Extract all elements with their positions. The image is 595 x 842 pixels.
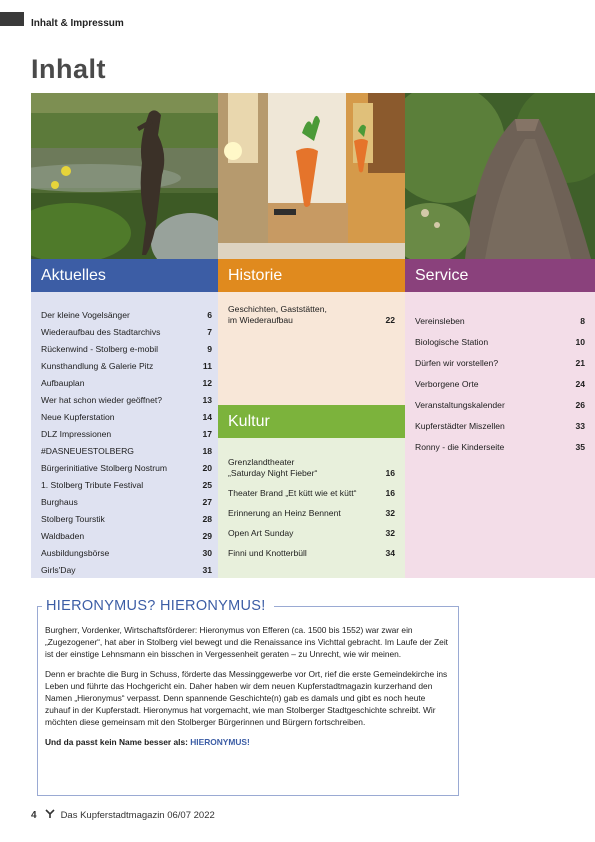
toc-entry-title: Aufbauplan	[41, 378, 85, 388]
toc-entry-title: DLZ Impressionen	[41, 429, 112, 439]
toc-entry-title: Finni und Knotterbüll	[228, 548, 307, 558]
toc-entry-page: 35	[575, 442, 585, 452]
toc-list-historie	[218, 292, 405, 405]
toc-entry[interactable]	[41, 338, 212, 355]
toc-entry[interactable]	[228, 539, 395, 559]
toc-entry-title: Verborgene Orte	[415, 379, 479, 389]
toc-entry[interactable]	[41, 304, 212, 321]
toc-list-service	[405, 292, 595, 578]
publication-name: Das Kupferstadtmagazin 06/07 2022	[60, 810, 215, 821]
toc-entry[interactable]	[415, 432, 585, 453]
toc-entry-title: #DASNEUESTOLBERG	[41, 446, 134, 456]
toc-entry-title: Biologische Station	[415, 337, 489, 347]
toc-entry-title: Erinnerung an Heinz Bennent	[228, 508, 341, 518]
toc-entry-title: Geschichten, Gaststätten, im Wiederaufbau	[228, 304, 327, 325]
feature-closing-highlight: HIERONYMUS!	[190, 736, 250, 747]
toc-entry[interactable]	[415, 348, 585, 369]
toc-entry-title: Ronny - die Kinderseite	[415, 442, 505, 452]
toc-entry-title: 1. Stolberg Tribute Festival	[41, 480, 144, 490]
toc-entry[interactable]	[41, 321, 212, 338]
toc-entry-title: Der kleine Vogelsänger	[41, 310, 130, 320]
toc-entry-title: Veranstaltungskalender	[415, 400, 505, 410]
toc-entry[interactable]	[415, 306, 585, 327]
toc-entry[interactable]	[41, 355, 212, 372]
toc-list-aktuelles	[31, 292, 218, 578]
toc-entry[interactable]	[41, 389, 212, 406]
toc-entry-title: Dürfen wir vorstellen?	[415, 358, 499, 368]
magazine-logo-icon	[45, 809, 55, 822]
feature-closing-text: Und da passt kein Name besser als:	[45, 736, 188, 747]
toc-entry[interactable]	[41, 525, 212, 542]
toc-entry-title: Neue Kupferstation	[41, 412, 115, 422]
toc-entry-title: Waldbaden	[41, 531, 85, 541]
toc-entry[interactable]	[415, 327, 585, 348]
toc-entry-page: 26	[575, 400, 585, 410]
feature-paragraph: Denn er brachte die Burg in Schuss, förderte das Messinggewerbe vor Ort, rief die erste Gemeindekirche ins Leben und führte das Hochgericht ein. Daher haben wir dem neuen Kupferstadtmagazin kurzerhand den Namen „Hieronymus“ verpasst. Denn spannende Geschichte(n) gab es damals und gibt es noch heute zuhauf in der Kupferstadt. Hieronymus hat vorgemacht, wie man Stolberger Stadtgeschichte schreibt. Wir möchten diese gemeinsam mit den Stolberger Bürgerinnen und Bürgern fortschreiben.	[45, 668, 448, 728]
section-heading-historie: Historie	[218, 259, 405, 292]
toc-entry[interactable]	[41, 423, 212, 440]
feature-paragraph: Burgherr, Vordenker, Wirtschaftsförderer: Hieronymus von Efferen (ca. 1500 bis 1552) war zwar ein „Zugezogener“, hat aber in Stolberg viel bewegt und die Renaissance ins Vichttal gebracht. Im Laufe der Zeit ist der einstige Lehnsmann ein bisschen in Vergessenheit geraten – zu Unrecht, wie wir meinen.	[45, 625, 449, 660]
toc-entry[interactable]	[41, 474, 212, 491]
toc-entry-page: 31	[202, 565, 212, 575]
toc-entry[interactable]	[41, 542, 212, 559]
toc-entry-page: 34	[385, 548, 395, 558]
toc-entry-page: 21	[575, 358, 585, 368]
toc-entry-page: 28	[202, 514, 212, 524]
toc-entry-page: 7	[207, 327, 212, 337]
carrot-sculptures-photo	[218, 93, 405, 259]
toc-entry-title: Theater Brand „Et kütt wie et kütt“	[228, 488, 357, 498]
toc-list-kultur	[218, 438, 405, 578]
toc-entry-title: Rückenwind - Stolberg e-mobil	[41, 344, 159, 354]
toc-entry[interactable]	[415, 411, 585, 432]
toc-entry-page: 14	[202, 412, 212, 422]
toc-entry[interactable]	[228, 304, 395, 326]
toc-entry-page: 16	[385, 468, 395, 478]
toc-entry[interactable]	[228, 450, 395, 479]
toc-entry[interactable]	[41, 440, 212, 457]
toc-entry-page: 32	[385, 508, 395, 518]
corner-marker	[0, 12, 24, 26]
toc-entry-page: 18	[202, 446, 212, 456]
toc-entry[interactable]	[415, 369, 585, 390]
toc-entry[interactable]	[41, 508, 212, 525]
toc-entry-title: Burghaus	[41, 497, 78, 507]
toc-entry-page: 32	[385, 528, 395, 538]
feature-closing	[45, 736, 451, 748]
page-title: Inhalt	[31, 54, 106, 84]
section-historie	[218, 259, 405, 405]
toc-entry-page: 13	[202, 395, 212, 405]
toc-entry[interactable]	[41, 491, 212, 508]
toc-entry[interactable]	[41, 457, 212, 474]
toc-entry-page: 17	[202, 429, 212, 439]
toc-entry-page: 11	[202, 361, 212, 371]
feature-title: HIERONYMUS? HIERONYMUS!	[42, 598, 274, 614]
toc-entry[interactable]	[228, 479, 395, 499]
toc-entry[interactable]	[41, 372, 212, 389]
section-aktuelles	[31, 259, 218, 578]
toc-entry-title: Wiederaufbau des Stadtarchivs	[41, 327, 161, 337]
toc-entry-title: Ausbildungsbörse	[41, 548, 110, 558]
toc-entry-title: Girls'Day	[41, 565, 76, 575]
toc-entry-page: 16	[385, 488, 395, 498]
toc-entry[interactable]	[415, 390, 585, 411]
section-heading-aktuelles: Aktuelles	[31, 259, 218, 292]
toc-entry-title: Wer hat schon wieder geöffnet?	[41, 395, 163, 405]
toc-entry-page: 9	[207, 344, 212, 354]
toc-entry-title: Kupferstädter Miszellen	[415, 421, 505, 431]
toc-entry-page: 25	[202, 480, 212, 490]
toc-entry[interactable]	[228, 499, 395, 519]
feature-text	[45, 624, 451, 755]
bronze-figure-pond-photo	[31, 93, 218, 259]
page-footer	[31, 809, 215, 822]
toc-entry-title: Vereinsleben	[415, 316, 465, 326]
toc-entry-page: 30	[202, 548, 212, 558]
toc-entry[interactable]	[228, 519, 395, 539]
section-heading-kultur: Kultur	[218, 405, 405, 438]
toc-entry[interactable]	[41, 406, 212, 423]
section-heading-service: Service	[405, 259, 595, 292]
toc-entry-page: 24	[575, 379, 585, 389]
page-number: 4	[31, 810, 37, 821]
toc-entry-page: 8	[580, 316, 585, 326]
toc-entry-page: 12	[202, 378, 212, 388]
toc-entry-page: 29	[202, 531, 212, 541]
section-kultur	[218, 405, 405, 578]
toc-entry-title: Open Art Sunday	[228, 528, 294, 538]
toc-entry-page: 6	[207, 310, 212, 320]
toc-entry-page: 33	[575, 421, 585, 431]
toc-entry-title: Stolberg Tourstik	[41, 514, 105, 524]
running-head: Inhalt & Impressum	[31, 18, 124, 29]
toc-entry[interactable]	[41, 559, 212, 576]
toc-entry-page: 27	[202, 497, 212, 507]
toc-entry-title: Bürgerinitiative Stolberg Nostrum	[41, 463, 168, 473]
toc-entry-page: 22	[385, 315, 395, 325]
toc-entry-page: 10	[575, 337, 585, 347]
toc-entry-page: 20	[202, 463, 212, 473]
section-service	[405, 259, 595, 578]
stone-kiln-photo	[405, 93, 595, 259]
toc-entry-title: Kunsthandlung & Galerie Pitz	[41, 361, 154, 371]
toc-entry-title: Grenzlandtheater „Saturday Night Fieber“	[228, 457, 318, 478]
